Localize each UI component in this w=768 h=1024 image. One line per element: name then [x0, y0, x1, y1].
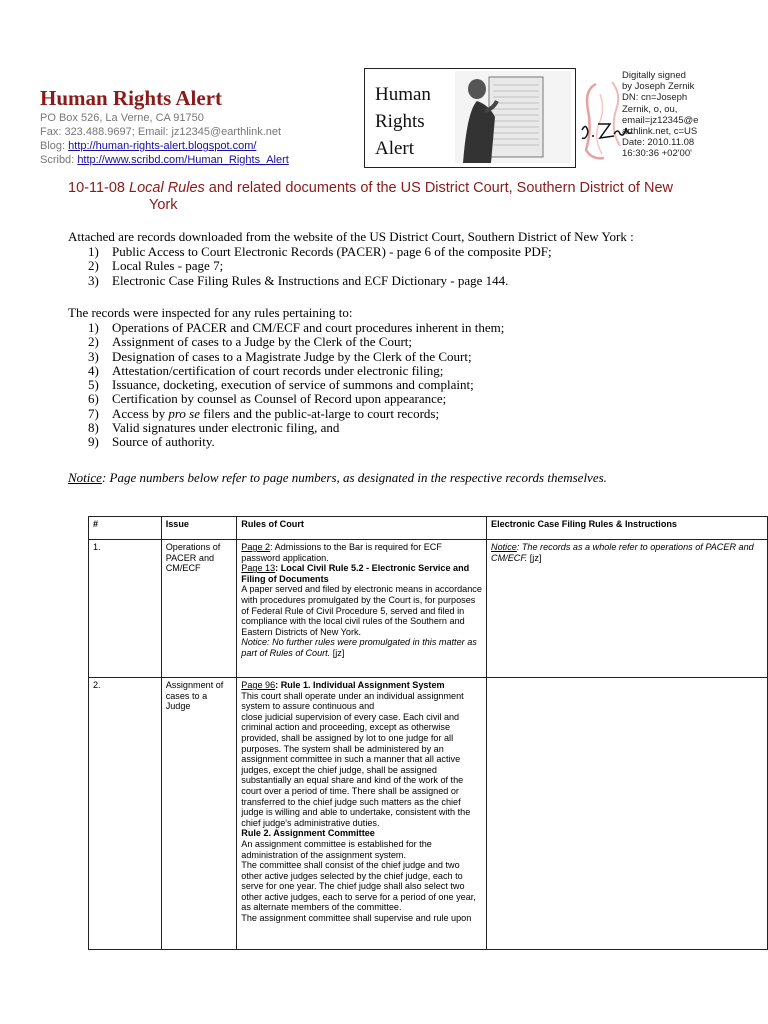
sig-line: email=jz12345@e: [622, 114, 699, 126]
sig-line: Zernik, o, ou,: [622, 103, 678, 115]
list-item: 6) Certification by counsel as Counsel of Record upon appearance;: [88, 391, 447, 407]
records-list: [88, 245, 552, 288]
sig-line: Digitally signed: [622, 70, 686, 81]
list-item: 4) Attestation/certification of court records under electronic filing;: [88, 362, 444, 378]
blog-label: Blog:: [40, 140, 66, 152]
list-item: 2) Local Rules - page 7;: [88, 258, 224, 274]
list-item: 1) Operations of PACER and CM/ECF and court procedures inherent in them;: [88, 320, 505, 335]
intro-paragraph: Attached are records downloaded from the website of the US District Court, Southern District of New York :: [68, 229, 634, 244]
list-item: 5) Issuance, docketing, execution of service of summons and complaint;: [88, 377, 474, 393]
list-item: 9) Source of authority.: [88, 434, 215, 450]
row-num: 2.: [89, 678, 162, 950]
blog-line: [40, 139, 289, 153]
row-num: 1.: [89, 540, 162, 678]
row-rules: Page 96: Rule 1. Individual Assignment System This court shall operate under an individual assignment system to assure continuous and close judicial supervision of every case. Each civil and criminal action and proceeding, except as otherwise provided, shall be assigned by lot to one judge for all purposes. The system shall be administered by an assignment committee in such a manner that all active judges, except the chief judge, shall be assigned substantially an equal share and kind of the work of the court over a period of time. There shall be assigned or transferred to the chief judge such matters as the chief judge is willing and able to undertake, consistent with the chief judge's administrative duties. Rule 2. Assignment Committee An assignment committee is established for the administration of the assignment system. The committee shall consist of the chief judge and two other active judges selected by the chief judge, each to serve for one year. The chief judge shall also select two other active judges, each to serve for a period of one year, as alternate members of the committee. The assignment committee shall supervise and rule upon: [237, 678, 487, 950]
digital-signature-info: [622, 70, 762, 160]
title-italic: Local Rules: [129, 180, 205, 196]
col-header-rules: Rules of Court: [237, 517, 487, 540]
sig-line: 16:30:36 +02'00': [622, 148, 692, 160]
page-number-notice: Notice: Page numbers below refer to page numbers, as designated in the respective records themselves.: [68, 470, 607, 485]
row-ecf: Notice: The records as a whole refer to operations of PACER and CM/ECF. [jz]: [487, 540, 768, 678]
blog-link[interactable]: http://human-rights-alert.blogspot.com/: [68, 140, 257, 152]
hra-logo: [364, 68, 576, 168]
document-title: [68, 180, 718, 214]
logo-line: Rights: [375, 111, 425, 132]
sig-line: Date: 2010.11.08: [622, 137, 695, 149]
list-item: 3) Electronic Case Filing Rules & Instructions and ECF Dictionary - page 144.: [88, 272, 509, 288]
org-title: Human Rights Alert: [40, 86, 223, 110]
list-item: 1) Public Access to Court Electronic Records (PACER) - page 6 of the composite PDF;: [88, 244, 552, 259]
col-header-issue: Issue: [161, 517, 237, 540]
row-ecf: [487, 678, 768, 950]
inspected-list: [88, 321, 504, 450]
inspected-paragraph: The records were inspected for any rules pertaining to:: [68, 305, 353, 320]
scribd-link[interactable]: http://www.scribd.com/Human_Rights_Alert: [77, 154, 289, 166]
sig-line: by Joseph Zernik: [622, 81, 695, 93]
list-item: 2) Assignment of cases to a Judge by the Clerk of the Court;: [88, 334, 413, 350]
contact-block: [40, 111, 289, 167]
title-line2: York: [149, 197, 178, 213]
fax-email: Fax: 323.488.9697; Email: jz12345@earthlink.net: [40, 126, 282, 138]
table-header-row: [89, 517, 768, 540]
title-date: 10-11-08: [68, 180, 129, 196]
logo-line: Human: [375, 84, 431, 105]
logo-text: [375, 81, 431, 162]
col-header-num: #: [89, 517, 162, 540]
list-item: 3) Designation of cases to a Magistrate Judge by the Clerk of the Court;: [88, 348, 472, 364]
sig-line: arthlink.net, c=US: [622, 126, 698, 138]
row-issue: Operations of PACER and CM/ECF: [161, 540, 237, 678]
table-row: [89, 678, 768, 950]
scribd-label: Scribd:: [40, 154, 75, 166]
scribd-line: [40, 153, 289, 167]
row-rules: Page 2: Admissions to the Bar is required for ECF password application. Page 13: Local Civil Rule 5.2 - Electronic Service and Filing of Documents A paper served and filed by electronic means in accordance with procedures promulgated by the Court is, for purposes of Federal Rule of Civil Procedure 5, served and filed in compliance with the local civil rules of the Southern and Eastern Districts of New York. Notice: No further rules were promulgated in this matter as part of Rules of Court. [jz]: [237, 540, 487, 678]
address: PO Box 526, La Verne, CA 91750: [40, 112, 204, 124]
logo-line: Alert: [375, 138, 415, 159]
title-rest: and related documents of the US District Court, Southern District of New: [204, 180, 673, 196]
list-item: 7) Access by pro se filers and the public-at-large to court records;: [88, 405, 440, 421]
sig-line: DN: cn=Joseph: [622, 92, 688, 104]
list-item: 8) Valid signatures under electronic filing, and: [88, 420, 340, 436]
col-header-ecf: Electronic Case Filing Rules & Instructions: [487, 517, 768, 540]
table-row: [89, 540, 768, 678]
logo-photo: [455, 71, 571, 163]
row-issue: Assignment of cases to a Judge: [161, 678, 237, 950]
rules-table: [88, 516, 768, 950]
